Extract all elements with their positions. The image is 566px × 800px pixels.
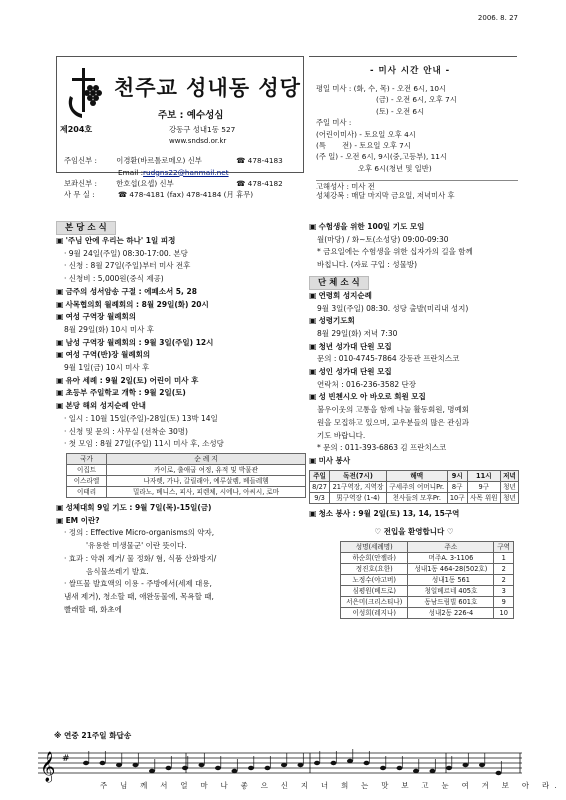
item-heading: 성체대회 9일 기도 : 9월 7일(목)-15일(금) xyxy=(65,503,212,513)
news-list xyxy=(309,290,519,468)
table-cell: 1 xyxy=(494,553,514,564)
table-cell: 2 xyxy=(494,575,514,586)
pilgrimage-table xyxy=(66,453,306,498)
list-item: ▣ 여성 구역(반)장 월례회의 xyxy=(56,350,151,360)
list-item-detail: 월(마당) / 화~토(소성당) 09:00-09:30 xyxy=(317,234,449,244)
item-heading: 초등부 주일학교 개학 : 9월 2일(토) xyxy=(65,388,186,398)
table-row xyxy=(67,476,306,487)
music-staff xyxy=(36,747,524,783)
table-row xyxy=(341,597,514,608)
list-item-detail: 8월 29일(화) 저녁 7:30 xyxy=(317,328,398,338)
song-lyrics: 주 님 께 서 얼 마 나 좋 으 신 지 너 희 는 맛 보 고 눈 여 겨 보 아 라. xyxy=(100,781,563,790)
list-item: ▣ 남성 구역장 월례회의 : 9월 3일(주일) 12시 xyxy=(56,337,214,347)
contact-name: Email : xyxy=(118,167,144,177)
mass-line: (특 전) - 토요일 오후 7시 xyxy=(316,140,411,150)
table-header: 11시 xyxy=(467,470,500,481)
table-row xyxy=(341,575,514,586)
table-cell: 2 xyxy=(494,564,514,575)
list-item-detail: 연락처 : 016-236-3582 단장 xyxy=(317,379,417,389)
church-logo-icon xyxy=(64,66,104,120)
table-header: 저녁 xyxy=(500,470,518,481)
table-cell: 나자렛, 가나, 갈릴래아, 예루살렘, 베들레헴 xyxy=(107,476,306,487)
table-row xyxy=(67,487,306,498)
list-item-detail: * 금요일에는 수험생을 위한 십자가의 길을 함께 xyxy=(317,247,473,257)
table-row xyxy=(341,564,514,575)
mass-line: 고해성사 : 미사 전 xyxy=(316,180,518,191)
list-item-detail: 불우이웃의 고통을 함께 나눌 활동회원, 명예회 xyxy=(317,405,469,415)
list-item-detail: 9월 3일(주일) 08:30. 성당 출발(미리내 성지) xyxy=(317,303,469,313)
list-item-detail: '유용한 미생물군' 이란 뜻이다. xyxy=(86,541,187,551)
mass-line: 주일 미사 : xyxy=(316,118,352,128)
list-item: ▣ 성령기도회 xyxy=(309,316,355,326)
list-item-detail: 음식물쓰레기 발효. xyxy=(86,566,149,576)
table-cell: 청년 xyxy=(500,481,518,492)
table-cell: 사목 위원 xyxy=(467,492,500,503)
contact-name: 이경환(바르톨로메오) 신부 xyxy=(116,156,202,166)
contact-label: 보좌신부 : xyxy=(64,179,97,189)
table-cell: 이집트 xyxy=(67,464,107,475)
list-item-detail: · 효과 : 악취 제거/ 물 정화/ 혐, 식품 산화방지/ xyxy=(64,553,217,563)
list-item-detail: 9월 1일(금) 10시 미사 후 xyxy=(64,363,150,373)
item-heading: 성인 성가대 단원 모집 xyxy=(318,367,392,377)
list-item-detail: * 문의 : 011-393-6863 김 프란치스코 xyxy=(317,443,447,453)
list-item-detail: · 신청 및 문의 : 사무실 (선착순 30명) xyxy=(64,426,188,436)
list-item: ▣ 사목협의회 월례회의 : 8월 29일(화) 20시 xyxy=(56,299,209,309)
table-cell: 성내1동 561 xyxy=(408,575,494,586)
list-item-detail: · 9월 24일(주일) 08:30-17:00. 본당 xyxy=(64,248,188,258)
issue-number: 제204호 xyxy=(60,125,93,134)
item-heading: 여성 구역(반)장 월례회의 xyxy=(65,350,151,360)
patron: 주보 : 예수성심 xyxy=(158,110,224,121)
table-row xyxy=(341,608,514,619)
table-header: 국가 xyxy=(67,453,107,464)
list-item: ▣ 수험생을 위한 100일 기도 모임 xyxy=(309,222,425,231)
item-heading: 연령회 성지순례 xyxy=(318,290,372,300)
list-item-detail: 8월 29일(화) 10시 미사 후 xyxy=(64,324,154,334)
item-heading: 청년 성가대 단원 모집 xyxy=(318,341,392,351)
list-item-detail: 바칩니다. (자료 구입 : 성물방) xyxy=(317,260,417,270)
table-header: 구역 xyxy=(494,542,514,553)
item-heading: 남성 구역장 월례회의 : 9월 3일(주일) 12시 xyxy=(65,337,214,347)
email-link[interactable]: rudgns22@hanmail.net xyxy=(143,167,229,177)
news-list xyxy=(309,221,519,272)
contact-name: ☎ 478-4181 (fax) 478-4184 (月 휴무) xyxy=(118,190,254,200)
table-cell: 정진호(요한) xyxy=(341,564,408,575)
list-item: ▣ 연령회 성지순례 xyxy=(309,290,372,300)
contact-row xyxy=(64,190,304,201)
item-heading: 수험생을 위한 100일 기도 모임 xyxy=(318,222,425,231)
list-item: ▣ 여성 구역장 월례회의 xyxy=(56,312,136,322)
contact-list xyxy=(64,156,304,202)
item-heading: 본당 해외 성지순례 안내 xyxy=(65,401,146,411)
table-cell: 카이로, 출애굽 여정, 유적 및 박물관 xyxy=(107,464,306,475)
welcome-table xyxy=(340,541,514,619)
item-heading: 유아 세례 : 9월 2일(토) 어린이 미사 후 xyxy=(65,375,199,385)
table-row xyxy=(310,481,519,492)
list-item-detail: 문의 : 010-4745-7864 강동관 프란치스코 xyxy=(317,354,460,364)
table-cell: 21구역장, 지역장 xyxy=(330,481,387,492)
list-item-detail: 냄새 제거), 청소할 때, 애완동물에, 목욕할 때, xyxy=(64,592,214,601)
list-item-detail: · 첫 모임 : 8월 27일(주일) 11시 미사 후, 소성당 xyxy=(64,439,224,449)
item-heading: 금주의 성서암송 구절 : 에페소서 5, 28 xyxy=(65,286,197,296)
table-header: 순 례 지 xyxy=(107,453,306,464)
table-row xyxy=(67,464,306,475)
mass-title: - 미사 시간 안내 - xyxy=(370,66,451,76)
item-heading: 성령기도회 xyxy=(318,316,355,326)
item-heading: 미사 봉사 xyxy=(318,455,351,465)
issue-date: 2006. 8. 27 xyxy=(477,14,518,22)
table-cell: 머주A. 3-1106 xyxy=(408,553,494,564)
mass-schedule xyxy=(316,85,518,203)
contact-label: 주임신부 : xyxy=(64,156,97,166)
section-title: 단 체 소 식 xyxy=(309,276,369,290)
list-item: ▣ 청년 성가대 단원 모집 xyxy=(309,341,392,351)
table-header: 주소 xyxy=(408,542,494,553)
news-list xyxy=(56,502,304,616)
table-row xyxy=(310,492,519,503)
list-item-detail: · 쌀뜨물 발효액의 이용 - 주방에서(세제 대용, xyxy=(64,579,212,589)
group-news xyxy=(309,221,519,619)
table-cell: 8구 xyxy=(447,481,467,492)
table-cell: 천사들의 모후Pr. xyxy=(386,492,447,503)
table-cell: 하순희(안젤라) xyxy=(341,553,408,564)
contact-tel: ☎ 478-4182 xyxy=(236,179,283,189)
address: 강동구 성내1동 527 xyxy=(169,125,236,134)
table-cell: 밀라노, 베니스, 피사, 피렌체, 시에나, 아씨시, 로마 xyxy=(107,487,306,498)
news-list xyxy=(56,235,304,451)
table-cell: 9구 xyxy=(467,481,500,492)
item-heading: '주님 안에 우리는 하나' 1일 피정 xyxy=(65,236,176,245)
table-cell: 서은미(크리스티나) xyxy=(341,597,408,608)
table-row xyxy=(341,553,514,564)
item-heading: EM 이란? xyxy=(65,515,100,525)
table-cell: 노정수(야고버) xyxy=(341,575,408,586)
contact-tel: ☎ 478-4183 xyxy=(236,156,283,166)
svg-text:#: # xyxy=(62,754,70,764)
list-item: ▣ 성인 성가대 단원 모집 xyxy=(309,367,392,377)
table-cell: 심평원(베드로) xyxy=(341,586,408,597)
item-heading: 사목협의회 월례회의 : 8월 29일(화) 20시 xyxy=(65,299,209,309)
table-header: 해맥 xyxy=(386,470,447,481)
mass-line: 성체강복 : 매달 마지막 금요일, 저녁미사 후 xyxy=(316,190,455,200)
table-cell: 이성희(레지나) xyxy=(341,608,408,619)
table-cell: 동남드림빌 601호 xyxy=(408,597,494,608)
table-cell: 이스라엘 xyxy=(67,476,107,487)
mass-line: (어린이미사) - 토요일 오후 4시 xyxy=(316,129,416,139)
table-cell: 구세주의 어머니Pr. xyxy=(386,481,447,492)
list-item: ▣ 청소 봉사 : 9월 2일(토) 13, 14, 15구역 xyxy=(309,508,460,518)
table-cell: 청일베르네 405호 xyxy=(408,586,494,597)
contact-name: 한호섭(요셉) 신부 xyxy=(116,179,174,189)
contact-row xyxy=(64,179,304,190)
table-cell: 9 xyxy=(494,597,514,608)
list-item: ▣ 초등부 주일학교 개학 : 9월 2일(토) xyxy=(56,388,186,398)
item-heading: 성 빈첸시오 아 바오로 회원 모집 xyxy=(318,392,426,402)
website-link[interactable]: www.sndsd.or.kr xyxy=(169,137,227,145)
table-row xyxy=(341,586,514,597)
table-cell: 청년 xyxy=(500,492,518,503)
list-item-detail: 기도 바랍니다. xyxy=(317,430,366,440)
list-item: ▣ 성 빈첸시오 아 바오로 회원 모집 xyxy=(309,392,426,402)
mass-divider xyxy=(309,56,517,57)
table-cell: 9/3 xyxy=(310,492,330,503)
mass-service-table xyxy=(309,470,519,504)
mass-line: (주 일) - 오전 6시, 9시(중,고등부), 11시 xyxy=(316,152,448,162)
list-item-detail: · 일시 : 10월 15일(주일)-28일(토) 13박 14일 xyxy=(64,413,218,423)
list-item: ▣ 본당 해외 성지순례 안내 xyxy=(56,401,146,411)
contact-row xyxy=(64,167,304,178)
list-item: ▣ EM 이란? xyxy=(56,515,100,525)
mass-line: (토) - 오전 6시 xyxy=(376,106,425,116)
mass-line: 오후 6시(청년 및 일반) xyxy=(358,163,432,173)
list-item: ▣ 금주의 성서암송 구절 : 에페소서 5, 28 xyxy=(56,286,197,296)
svg-text:𝄞: 𝄞 xyxy=(40,752,56,782)
table-header: 독전(7시) xyxy=(330,470,387,481)
mass-line: (금) - 오전 6시, 오후 7시 xyxy=(376,95,457,105)
list-item: ▣ 유아 세례 : 9월 2일(토) 어린이 미사 후 xyxy=(56,375,199,385)
table-cell: 10 xyxy=(494,608,514,619)
page-title: 천주교 성내동 성당 xyxy=(114,76,301,100)
table-cell: 성내1동 464-28(502호) xyxy=(408,564,494,575)
mass-line: 평일 미사 : (화, 수, 목) - 오전 6시, 10시 xyxy=(316,84,447,93)
table-cell: 男구역장 (1-4) xyxy=(330,492,387,503)
list-item: ▣ '주님 안에 우리는 하나' 1일 피정 xyxy=(56,236,176,245)
list-item: ▣ 미사 봉사 xyxy=(309,455,351,465)
section-title: 본 당 소 식 xyxy=(56,221,116,235)
table-header: 주일 xyxy=(310,470,330,481)
welcome-title: ♡ 전입을 환영합니다 ♡ xyxy=(374,527,454,537)
list-item-detail: · 신청 : 8월 27일(주일)부터 미사 전후 xyxy=(64,261,191,271)
table-cell: 10구 xyxy=(447,492,467,503)
table-header: 성명(세례명) xyxy=(341,542,408,553)
contact-label: 사 무 실 : xyxy=(64,190,95,200)
cleaning-service: 청소 봉사 : 9월 2일(토) 13, 14, 15구역 xyxy=(318,508,460,518)
table-cell: 3 xyxy=(494,586,514,597)
list-item-detail: 원을 모집하고 있으며, 교우분들의 많은 관심과 xyxy=(317,417,469,427)
list-item-detail: · 정의 : Effective Micro-organisms의 약자, xyxy=(64,528,215,538)
list-item-detail: · 신청비 : 5,000원(중식 제공) xyxy=(64,274,164,284)
table-cell: 8/27 xyxy=(310,481,330,492)
table-header: 9시 xyxy=(447,470,467,481)
list-item: ▣ 성체대회 9일 기도 : 9월 7일(목)-15일(금) xyxy=(56,503,212,513)
parish-news xyxy=(56,221,304,616)
song-title: ※ 연중 21주일 화답송 xyxy=(54,731,132,740)
item-heading: 여성 구역장 월례회의 xyxy=(65,312,136,322)
table-cell: 성내2동 226-4 xyxy=(408,608,494,619)
contact-row xyxy=(64,156,304,167)
table-cell: 이태리 xyxy=(67,487,107,498)
list-item-detail: 빨래할 때, 화초에 xyxy=(64,604,122,614)
